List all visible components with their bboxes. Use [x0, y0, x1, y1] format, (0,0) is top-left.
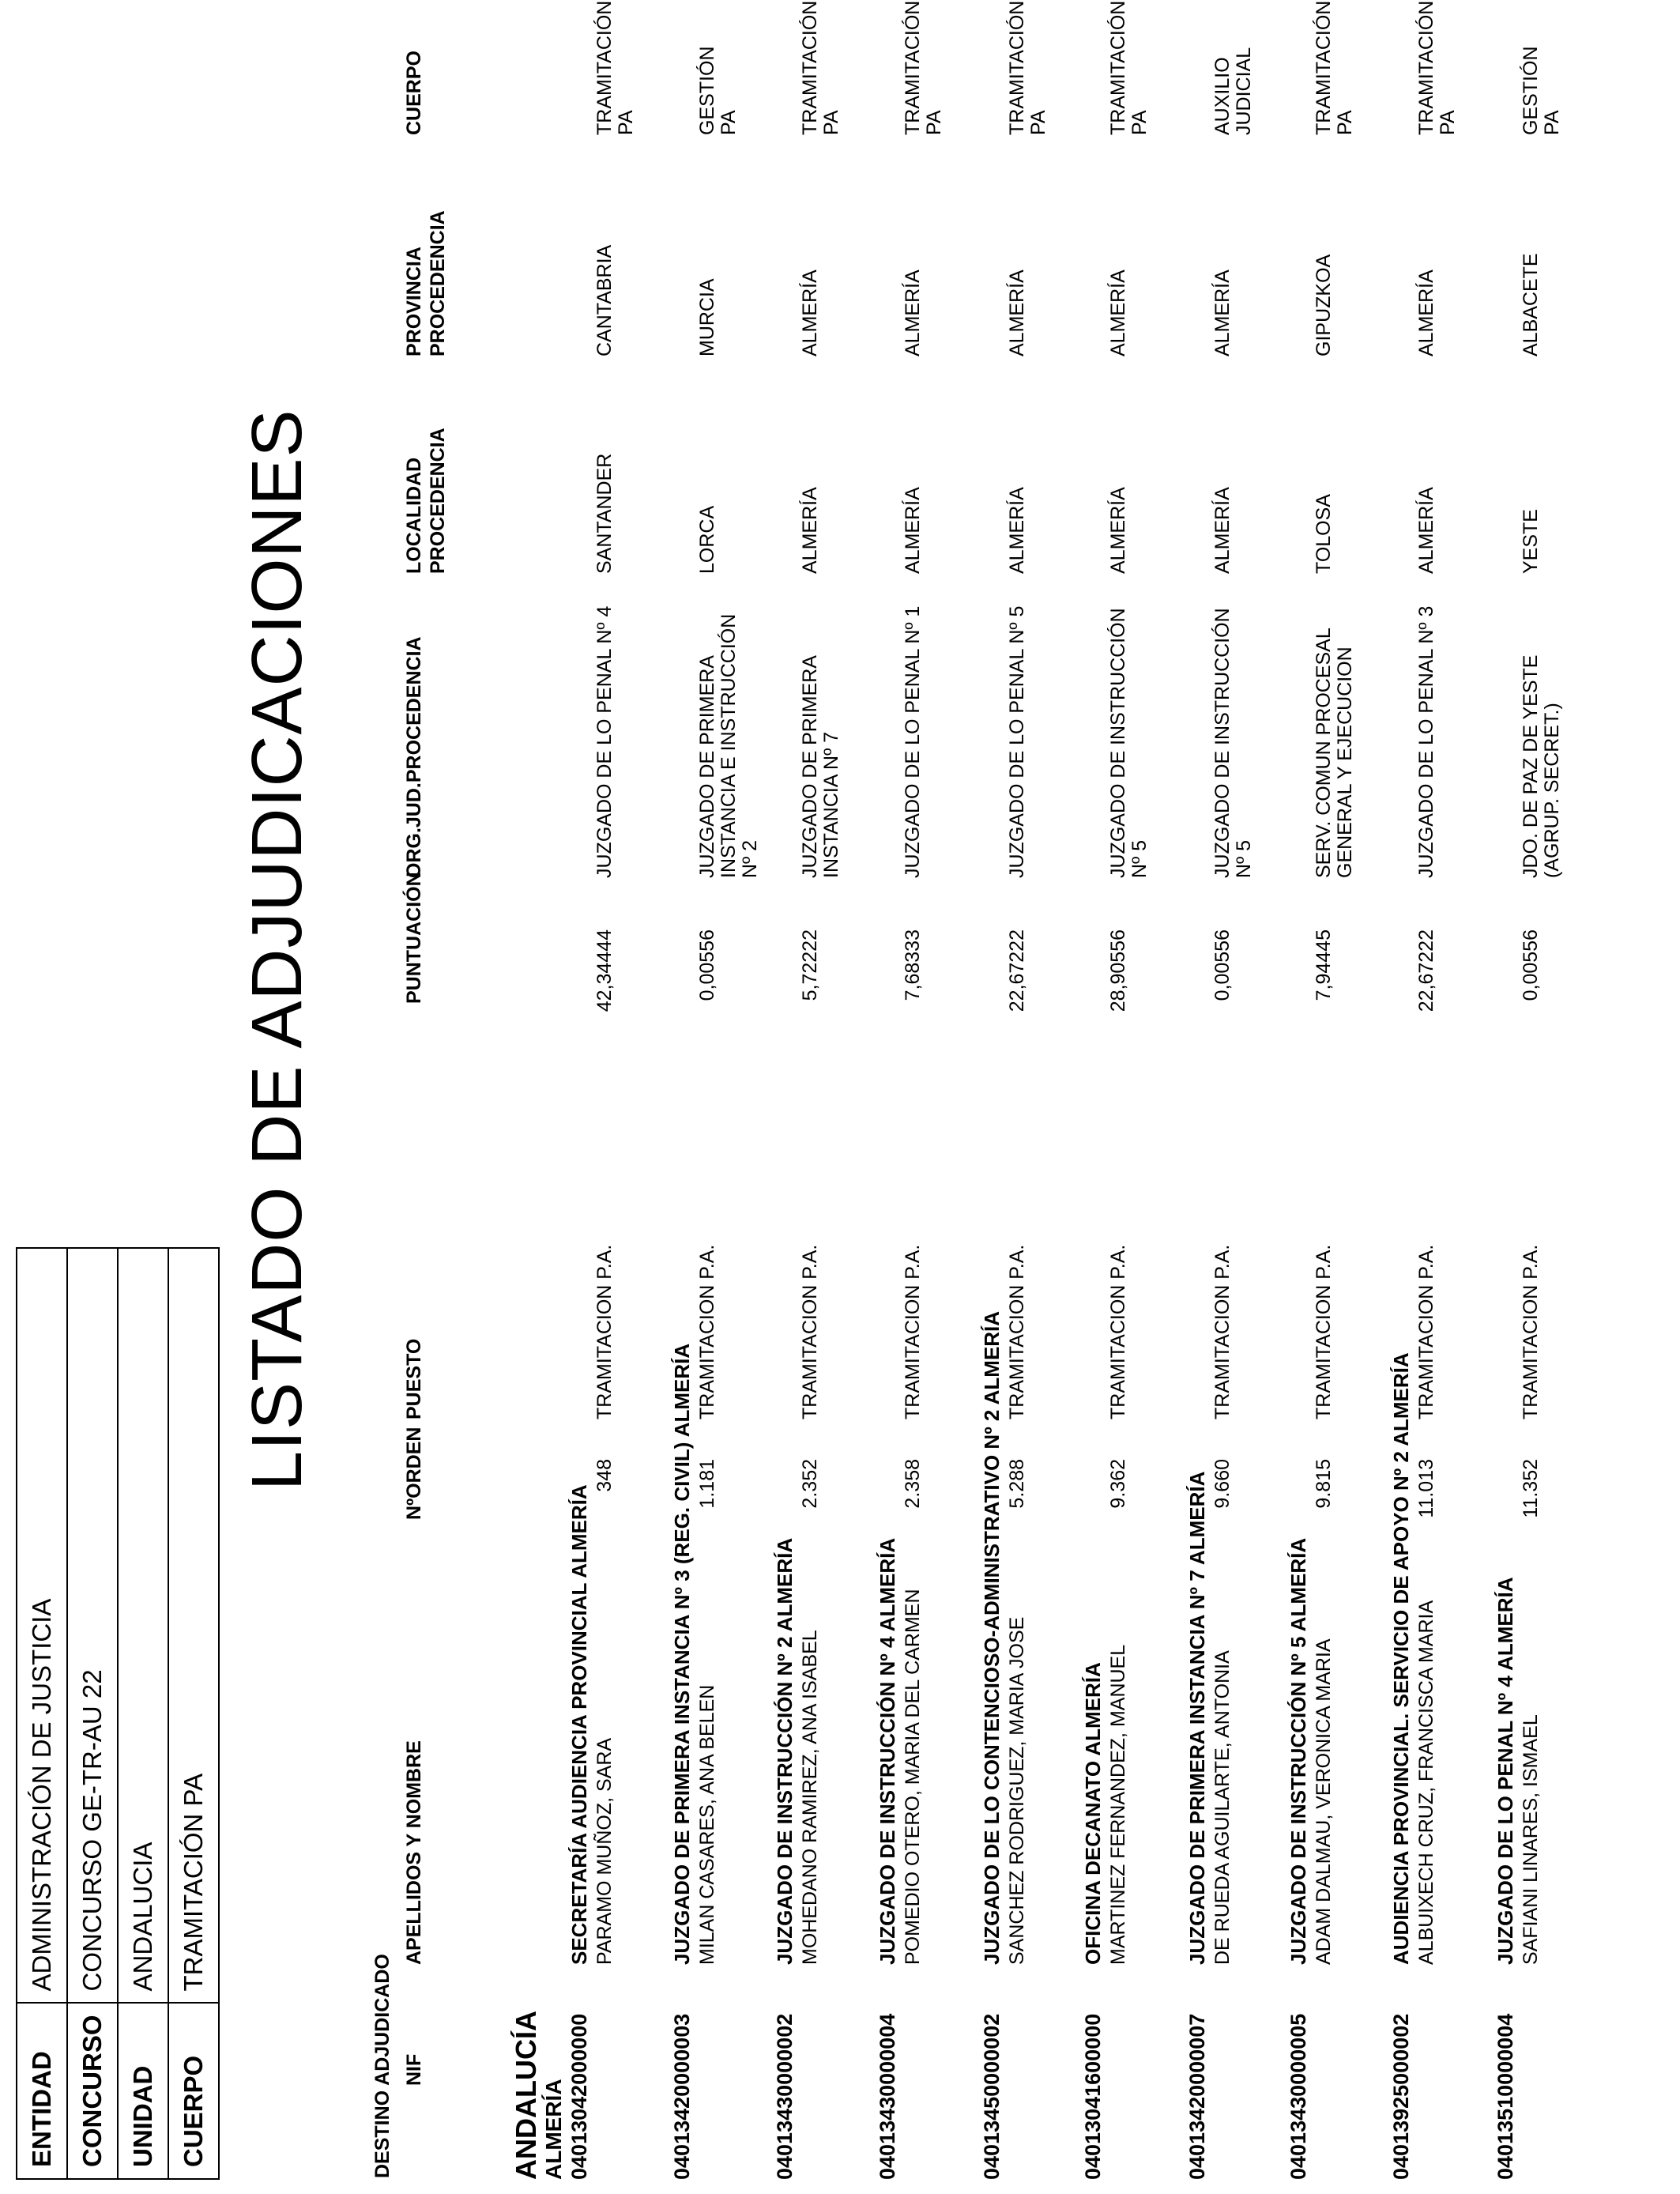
row-puesto: TRAMITACION P.A.: [1211, 1244, 1234, 1419]
row-provincia-procedencia: GIPUZKOA: [1313, 254, 1335, 356]
row-destino-organo: JUZGADO DE INSTRUCCIÓN Nº 4 ALMERÍA: [876, 1537, 899, 1965]
row-org-procedencia: JUZGADO DE PRIMERA INSTANCIA E INSTRUCCIÓN Nº 2: [696, 613, 761, 878]
header-info-table: [16, 1247, 220, 2180]
column-header-puesto: PUESTO: [403, 1338, 425, 1419]
row-org-procedencia: JUZGADO DE INSTRUCCIÓN Nº 5: [1107, 608, 1151, 878]
row-puesto: TRAMITACION P.A.: [1313, 1244, 1335, 1419]
row-puntuacion: 42,34444: [593, 929, 616, 1012]
row-destino-organo: JUZGADO DE INSTRUCCIÓN Nº 5 ALMERÍA: [1286, 1537, 1310, 1965]
header-row-entidad: [17, 1248, 67, 2179]
row-numero-orden: 9.815: [1313, 1459, 1335, 1509]
row-localidad-procedencia: ALMERÍA: [1107, 487, 1129, 574]
row-cuerpo: TRAMITACIÓN PA: [1415, 0, 1459, 135]
row-destino-organo: AUDIENCIA PROVINCIAL. SERVICIO DE APOYO Nº 2 ALMERÍA: [1389, 1352, 1413, 1965]
row-nif-code: 04013042000000: [567, 2013, 591, 2180]
row-puesto: TRAMITACION P.A.: [902, 1244, 924, 1419]
row-provincia-procedencia: ALMERÍA: [902, 270, 924, 356]
row-puntuacion: 7,94445: [1313, 929, 1335, 1001]
header-row-cuerpo: [168, 1248, 219, 2179]
row-puntuacion: 0,00556: [696, 929, 718, 1001]
column-header-localidad-2: PROCEDENCIA: [427, 428, 449, 574]
row-cuerpo: TRAMITACIÓN PA: [1107, 0, 1151, 135]
row-puesto: TRAMITACION P.A.: [1006, 1244, 1028, 1419]
row-org-procedencia: JUZGADO DE LO PENAL Nº 3: [1415, 605, 1437, 878]
row-provincia-procedencia: ALMERÍA: [1107, 270, 1129, 356]
row-puesto: TRAMITACION P.A.: [1415, 1244, 1437, 1419]
column-header-nombre: APELLIDOS Y NOMBRE: [403, 1740, 425, 1965]
header-value: ANDALUCIA: [118, 1248, 168, 2003]
row-nif-code: 04013420000007: [1185, 2013, 1209, 2180]
row-provincia-procedencia: ALMERÍA: [1006, 270, 1028, 356]
region-heading: ANDALUCÍA: [510, 2011, 542, 2180]
row-destino-organo: JUZGADO DE LO CONTENCIOSO-ADMINISTRATIVO Nº 2 ALMERÍA: [980, 1310, 1004, 1965]
row-nif-code: 04013041600000: [1081, 2013, 1105, 2180]
row-localidad-procedencia: ALMERÍA: [1006, 487, 1028, 574]
row-org-procedencia: JUZGADO DE LO PENAL Nº 1: [902, 605, 924, 878]
row-cuerpo: TRAMITACIÓN PA: [799, 0, 842, 135]
row-numero-orden: 9.660: [1211, 1459, 1234, 1509]
row-localidad-procedencia: YESTE: [1520, 509, 1542, 574]
row-apellidos-nombre: ALBUIXECH CRUZ, FRANCISCA MARIA: [1415, 1600, 1437, 1965]
row-localidad-procedencia: ALMERÍA: [902, 487, 924, 574]
row-puesto: TRAMITACION P.A.: [1520, 1244, 1542, 1419]
row-numero-orden: 2.352: [799, 1459, 821, 1509]
row-nif-code: 04013430000002: [773, 2013, 797, 2180]
row-cuerpo: GESTIÓN PA: [696, 46, 740, 135]
row-apellidos-nombre: MARTINEZ FERNANDEZ, MANUEL: [1107, 1644, 1129, 1965]
row-puntuacion: 5,72222: [799, 929, 821, 1001]
row-apellidos-nombre: SAFIANI LINARES, ISMAEL: [1520, 1714, 1542, 1965]
row-localidad-procedencia: TOLOSA: [1313, 494, 1335, 574]
row-nif-code: 04013450000002: [980, 2013, 1004, 2180]
header-value: CONCURSO GE-TR-AU 22: [67, 1248, 118, 2003]
province-heading: ALMERÍA: [541, 2079, 566, 2180]
row-cuerpo: TRAMITACIÓN PA: [593, 0, 637, 135]
column-header-nif: NIF: [403, 2053, 425, 2086]
row-nif-code: 04013430000005: [1286, 2013, 1310, 2180]
header-key: ENTIDAD: [17, 2003, 67, 2179]
row-numero-orden: 348: [593, 1459, 616, 1492]
row-cuerpo: TRAMITACIÓN PA: [1313, 0, 1356, 135]
row-puntuacion: 28,90556: [1107, 929, 1129, 1012]
row-localidad-procedencia: ALMERÍA: [1415, 487, 1437, 574]
row-numero-orden: 9.362: [1107, 1459, 1129, 1509]
row-provincia-procedencia: CANTABRIA: [593, 244, 616, 356]
column-header-cuerpo: CUERPO: [403, 51, 425, 135]
row-localidad-procedencia: SANTANDER: [593, 453, 616, 574]
row-numero-orden: 11.352: [1520, 1459, 1542, 1518]
row-puntuacion: 22,67222: [1006, 929, 1028, 1012]
row-destino-organo: SECRETARÍA AUDIENCIA PROVINCIAL ALMERÍA: [567, 1484, 591, 1965]
row-provincia-procedencia: ALMERÍA: [1211, 270, 1234, 356]
row-apellidos-nombre: SANCHEZ RODRIGUEZ, MARIA JOSE: [1006, 1616, 1028, 1965]
row-numero-orden: 5.288: [1006, 1459, 1028, 1509]
row-apellidos-nombre: MOHEDANO RAMIREZ, ANA ISABEL: [799, 1630, 821, 1965]
row-cuerpo: TRAMITACIÓN PA: [902, 0, 945, 135]
header-value: TRAMITACIÓN PA: [168, 1248, 219, 2003]
column-header-provincia: PROVINCIA: [403, 247, 425, 356]
row-cuerpo: AUXILIO JUDICIAL: [1211, 47, 1255, 135]
row-localidad-procedencia: LORCA: [696, 505, 718, 574]
row-org-procedencia: SERV. COMUN PROCESAL GENERAL Y EJECUCION: [1313, 628, 1356, 878]
row-destino-organo: JUZGADO DE LO PENAL Nº 4 ALMERÍA: [1494, 1577, 1517, 1965]
row-apellidos-nombre: POMEDIO OTERO, MARIA DEL CARMEN: [902, 1589, 924, 1965]
row-destino-organo: JUZGADO DE INSTRUCCIÓN Nº 2 ALMERÍA: [773, 1537, 797, 1965]
column-header-orden: NºORDEN: [403, 1427, 425, 1520]
row-destino-organo: OFICINA DECANATO ALMERÍA: [1081, 1662, 1105, 1965]
row-provincia-procedencia: MURCIA: [696, 278, 718, 356]
header-key: CUERPO: [168, 2003, 219, 2179]
column-header-provincia-2: PROCEDENCIA: [427, 210, 449, 356]
row-destino-organo: JUZGADO DE PRIMERA INSTANCIA Nº 7 ALMERÍA: [1185, 1471, 1209, 1965]
header-key: UNIDAD: [118, 2003, 168, 2179]
header-value: ADMINISTRACIÓN DE JUSTICIA: [17, 1248, 67, 2003]
row-numero-orden: 2.358: [902, 1459, 924, 1509]
header-key: CONCURSO: [67, 2003, 118, 2179]
row-puesto: TRAMITACION P.A.: [593, 1244, 616, 1419]
row-org-procedencia: JUZGADO DE LO PENAL Nº 5: [1006, 605, 1028, 878]
row-org-procedencia: JDO. DE PAZ DE YESTE (AGRUP. SECRET.): [1520, 654, 1563, 878]
row-puesto: TRAMITACION P.A.: [696, 1244, 718, 1419]
header-row-unidad: [118, 1248, 168, 2179]
header-row-concurso: [67, 1248, 118, 2179]
row-numero-orden: 1.181: [696, 1459, 718, 1509]
row-provincia-procedencia: ALMERÍA: [799, 270, 821, 356]
row-provincia-procedencia: ALBACETE: [1520, 253, 1542, 356]
row-localidad-procedencia: ALMERÍA: [799, 487, 821, 574]
row-org-procedencia: JUZGADO DE LO PENAL Nº 4: [593, 605, 616, 878]
row-apellidos-nombre: DE RUEDA AGUILARTE, ANTONIA: [1211, 1650, 1234, 1965]
column-header-destino: DESTINO ADJUDICADO: [371, 1954, 394, 2178]
row-nif-code: 04013420000003: [670, 2013, 694, 2180]
column-header-puntuacion: PUNTUACIÓN: [403, 872, 425, 1004]
row-puntuacion: 0,00556: [1211, 929, 1234, 1001]
row-apellidos-nombre: PARAMO MUÑOZ, SARA: [593, 1737, 616, 1965]
row-apellidos-nombre: ADAM DALMAU, VERONICA MARIA: [1313, 1638, 1335, 1965]
row-org-procedencia: JUZGADO DE INSTRUCCIÓN Nº 5: [1211, 608, 1255, 878]
row-org-procedencia: JUZGADO DE PRIMERA INSTANCIA Nº 7: [799, 656, 842, 878]
column-header-localidad: LOCALIDAD: [403, 457, 425, 574]
row-nif-code: 04013430000004: [876, 2013, 899, 2180]
row-puesto: TRAMITACION P.A.: [1107, 1244, 1129, 1419]
row-nif-code: 04013925000002: [1389, 2013, 1413, 2180]
row-cuerpo: GESTIÓN PA: [1520, 46, 1563, 135]
page-title: LISTADO DE ADJUDICACIONES: [238, 409, 317, 1491]
row-provincia-procedencia: ALMERÍA: [1415, 270, 1437, 356]
column-header-org: ORG.JUD.PROCEDENCIA: [403, 636, 425, 878]
row-puntuacion: 0,00556: [1520, 929, 1542, 1001]
row-puesto: TRAMITACION P.A.: [799, 1244, 821, 1419]
row-apellidos-nombre: MILAN CASARES, ANA BELEN: [696, 1684, 718, 1965]
row-cuerpo: TRAMITACIÓN PA: [1006, 0, 1049, 135]
row-nif-code: 04013510000004: [1494, 2013, 1517, 2180]
row-numero-orden: 11.013: [1415, 1459, 1437, 1518]
row-destino-organo: JUZGADO DE PRIMERA INSTANCIA Nº 3 (REG. CIVIL) ALMERÍA: [670, 1343, 694, 1965]
row-puntuacion: 7,68333: [902, 929, 924, 1001]
row-puntuacion: 22,67222: [1415, 929, 1437, 1012]
row-localidad-procedencia: ALMERÍA: [1211, 487, 1234, 574]
